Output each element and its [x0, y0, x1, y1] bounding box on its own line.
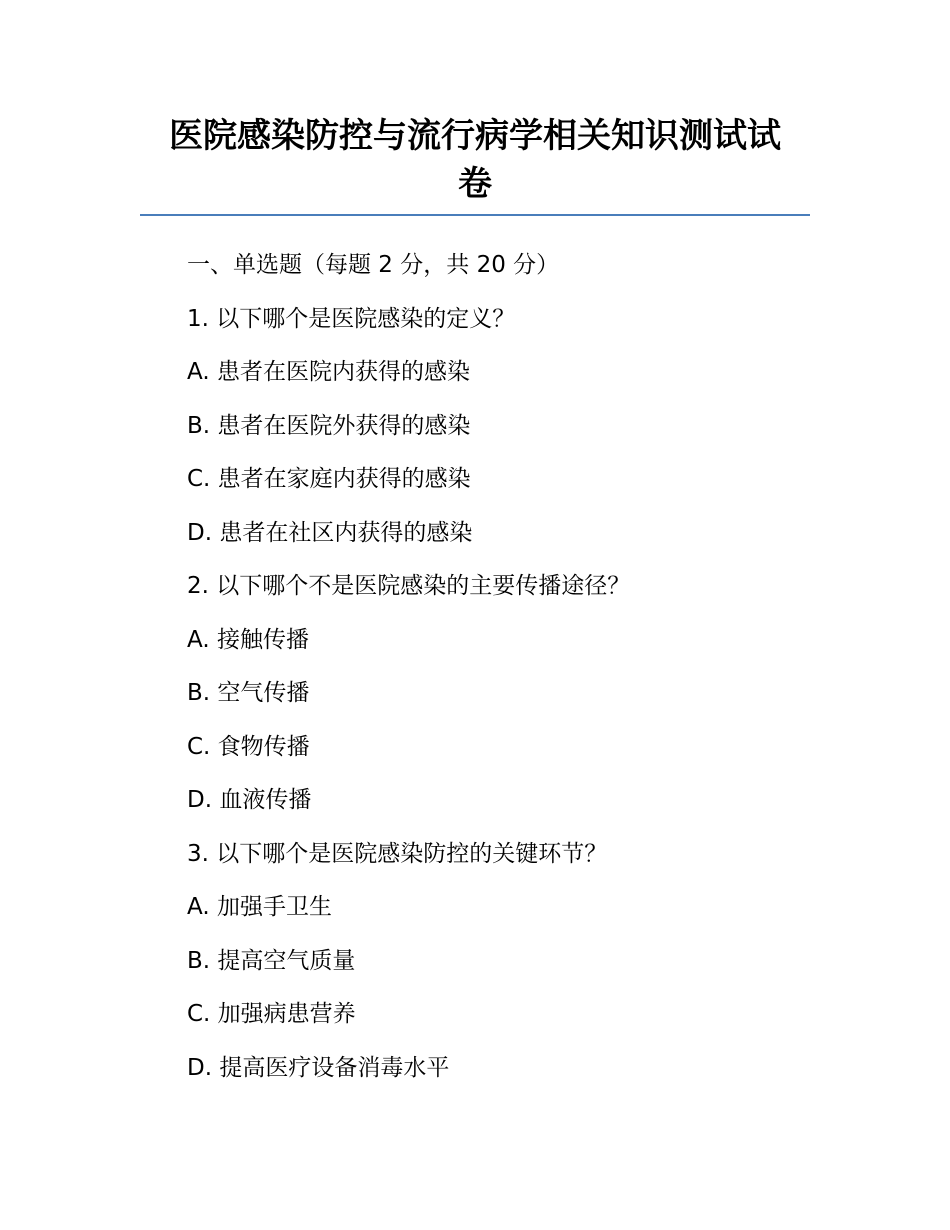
title-underline: [140, 214, 810, 216]
option-a: A. 接触传播: [187, 626, 309, 653]
option-d: D. 患者在社区内获得的感染: [187, 519, 473, 546]
option-d: D. 提高医疗设备消毒水平: [187, 1054, 450, 1081]
option-d: D. 血液传播: [187, 787, 312, 813]
option-a: A. 患者在医院内获得的感染: [187, 359, 470, 385]
question-stem: 2. 以下哪个不是医院感染的主要传播途径？: [187, 573, 631, 599]
option-c: C. 食物传播: [187, 733, 310, 760]
section-heading: 一、单选题（每题 2 分，共 20 分）: [187, 252, 560, 278]
document-title: [140, 112, 810, 208]
option-a: A. 加强手卫生: [187, 894, 332, 920]
option-b: B. 提高空气质量: [187, 947, 356, 974]
title-line-2: 卷: [458, 164, 492, 204]
question-stem: 3. 以下哪个是医院感染防控的关键环节？: [187, 840, 608, 867]
option-b: B. 患者在医院外获得的感染: [187, 412, 471, 439]
option-c: C. 患者在家庭内获得的感染: [187, 466, 471, 492]
question-stem: 1. 以下哪个是医院感染的定义？: [187, 305, 516, 332]
option-c: C. 加强病患营养: [187, 1001, 356, 1027]
option-b: B. 空气传播: [187, 680, 310, 706]
question-list: [187, 245, 827, 1101]
title-line-1: 医院感染防控与流行病学相关知识测试试: [169, 116, 781, 156]
